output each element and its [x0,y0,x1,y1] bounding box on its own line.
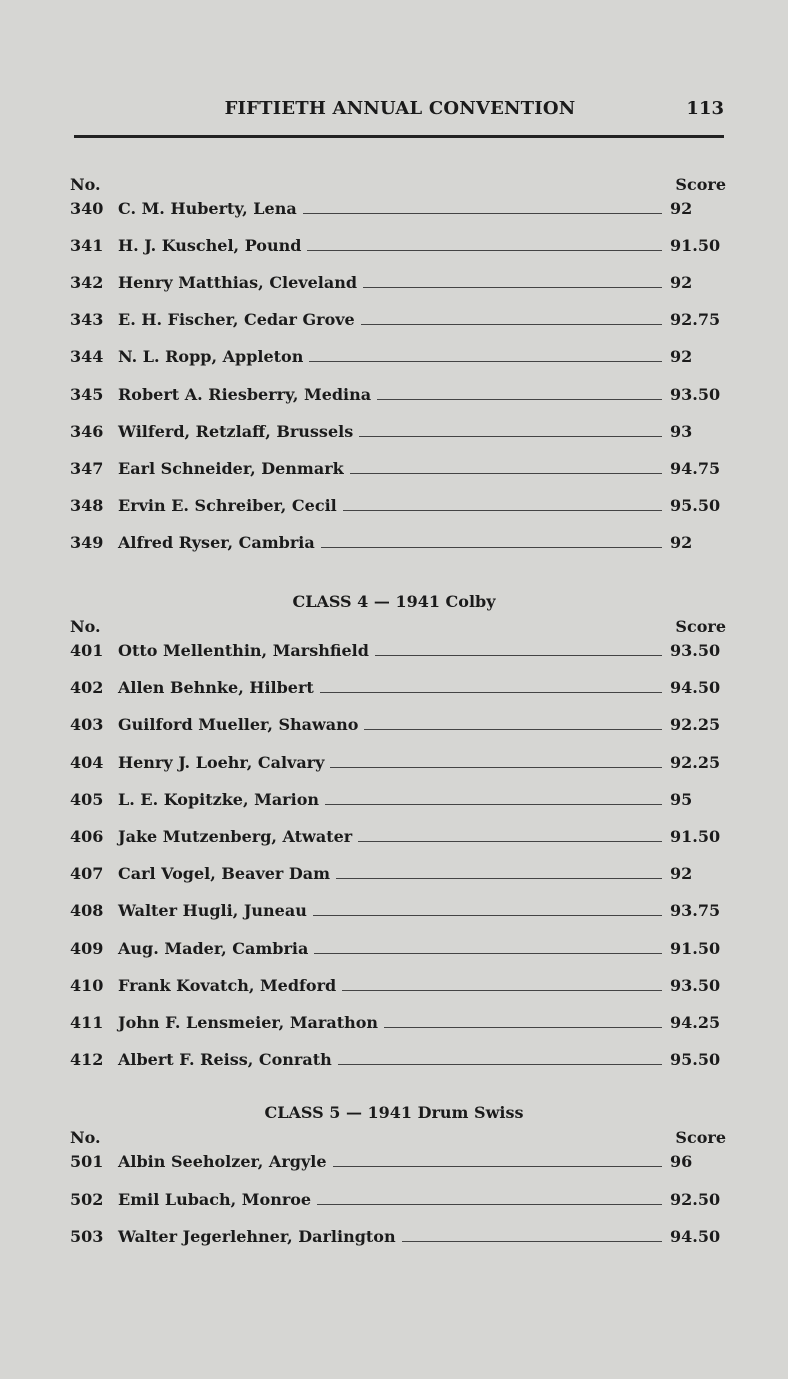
entry-number: 501 [70,1152,104,1171]
entry-number: 403 [70,715,104,735]
entry-number: 346 [70,421,104,441]
entry-score: 94.50 [670,678,721,698]
entry-number: 344 [70,347,104,367]
leader-line [363,287,662,288]
entry-number: 502 [70,1189,104,1209]
leader-line [307,250,662,251]
leader-line [333,1166,662,1167]
entry-number: 404 [70,752,104,772]
entry-number: 340 [70,199,104,218]
table-row [70,641,726,663]
table-row [70,976,726,998]
entry-name: Henry J. Loehr, Calvary [118,752,325,772]
entry-name: E. H. Fischer, Cedar Grove [118,310,355,330]
leader-line [309,361,662,362]
header-title: FIFTIETH ANNUAL CONVENTION [224,98,576,119]
entry-score: 93.75 [670,901,721,921]
leader-line [361,324,662,325]
leader-line [330,767,662,768]
entry-score: 91.50 [670,827,721,846]
entry-number: 345 [70,384,104,404]
entry-score: 91.50 [670,236,721,256]
table-row [70,199,726,221]
entry-name: Ervin E. Schreiber, Cecil [118,495,337,515]
column-header [0,175,788,195]
entry-number: 348 [70,495,104,515]
entry-number: 406 [70,827,104,846]
table-row [70,678,726,700]
entry-name: Robert A. Riesberry, Medina [118,384,372,404]
table-row [70,1050,726,1072]
table-row [70,1190,726,1212]
entry-score: 92.25 [670,715,721,735]
leader-line [336,878,662,879]
entry-name: H. J. Kuschel, Pound [118,236,302,256]
entry-name: Earl Schneider, Denmark [118,458,344,478]
column-header-no: No. [70,617,101,636]
entry-number: 347 [70,458,104,478]
table-row [70,533,726,555]
entry-score: 94.25 [670,1013,721,1032]
table-row [70,273,726,295]
entry-name: Guilford Mueller, Shawano [118,715,359,735]
column-header [0,1128,788,1148]
entry-number: 409 [70,938,104,958]
entry-score: 93 [670,421,693,441]
table-row [70,753,726,775]
entry-score: 92.75 [670,310,721,330]
entry-name: Walter Hugli, Juneau [118,901,307,921]
section-title: CLASS 5 — 1941 Drum Swiss [264,1103,524,1122]
leader-line [320,692,662,693]
entry-name: John F. Lensmeier, Marathon [118,1013,379,1032]
entry-name: C. M. Huberty, Lena [118,199,297,218]
table-row [70,236,726,258]
entry-score: 94.75 [670,458,721,478]
entry-name: Henry Matthias, Cleveland [118,273,358,293]
entry-score: 95 [670,789,693,809]
section-title: CLASS 4 — 1941 Colby [292,592,496,611]
entry-name: Frank Kovatch, Medford [118,975,337,995]
table-row [70,901,726,923]
entry-score: 91.50 [670,938,721,958]
entry-number: 503 [70,1227,104,1246]
leader-line [314,953,662,954]
entry-score: 92.50 [670,1189,721,1209]
leader-line [364,729,662,730]
leader-line [343,510,662,511]
table-row [70,496,726,518]
entry-name: N. L. Ropp, Appleton [118,347,304,367]
entry-number: 401 [70,641,104,660]
entry-number: 402 [70,678,104,698]
entry-number: 341 [70,236,104,256]
entry-number: 342 [70,273,104,293]
table-row [70,864,726,886]
leader-line [350,473,662,474]
entry-score: 92 [670,864,693,884]
leader-line [325,804,662,805]
page-number: 113 [686,98,724,119]
entry-name: Walter Jegerlehner, Darlington [118,1227,396,1246]
entry-score: 95.50 [670,495,721,515]
entry-name: Carl Vogel, Beaver Dam [118,864,331,884]
table-row [70,459,726,481]
table-row [70,1227,726,1249]
entry-name: Albin Seeholzer, Argyle [118,1152,327,1171]
entry-score: 93.50 [670,384,721,404]
column-header-score: Score [675,1128,726,1147]
table-row [70,1013,726,1035]
entry-score: 94.50 [670,1227,721,1246]
leader-line [358,841,662,842]
entry-name: Albert F. Reiss, Conrath [118,1050,332,1070]
table-row [70,310,726,332]
entry-score: 92 [670,347,693,367]
entry-score: 96 [670,1152,693,1171]
entry-score: 93.50 [670,641,721,660]
entry-name: Aug. Mader, Cambria [118,938,309,958]
entry-name: Alfred Ryser, Cambria [118,532,315,552]
entry-score: 92.25 [670,752,721,772]
table-row [70,939,726,961]
leader-line [303,213,662,214]
entry-score: 92 [670,532,693,552]
entry-number: 410 [70,975,104,995]
table-row [70,827,726,849]
entry-name: Jake Mutzenberg, Atwater [118,827,353,846]
leader-line [375,655,662,656]
leader-line [317,1204,662,1205]
entry-number: 408 [70,901,104,921]
entry-score: 93.50 [670,975,721,995]
leader-line [402,1241,662,1242]
column-header-score: Score [675,175,726,194]
table-row [70,422,726,444]
entry-score: 92 [670,273,693,293]
column-header [0,617,788,637]
entry-name: Allen Behnke, Hilbert [118,678,314,698]
entry-number: 349 [70,532,104,552]
entry-number: 407 [70,864,104,884]
header-rule [74,135,724,138]
column-header-score: Score [675,617,726,636]
table-row [70,347,726,369]
column-header-no: No. [70,175,101,194]
leader-line [342,990,662,991]
leader-line [313,915,662,916]
leader-line [321,547,662,548]
table-row [70,715,726,737]
entry-name: L. E. Kopitzke, Marion [118,789,319,809]
entry-number: 405 [70,789,104,809]
entry-number: 412 [70,1050,104,1070]
table-row [70,385,726,407]
entry-score: 92 [670,199,693,218]
leader-line [338,1064,662,1065]
entry-name: Emil Lubach, Monroe [118,1189,312,1209]
entry-number: 411 [70,1013,104,1032]
leader-line [359,436,662,437]
entry-name: Otto Mellenthin, Marshfield [118,641,369,660]
column-header-no: No. [70,1128,101,1147]
entry-score: 95.50 [670,1050,721,1070]
entry-number: 343 [70,310,104,330]
table-row [70,790,726,812]
leader-line [384,1027,662,1028]
entry-name: Wilferd, Retzlaff, Brussels [118,421,354,441]
running-header [74,96,726,126]
table-row [70,1152,726,1174]
leader-line [377,399,662,400]
